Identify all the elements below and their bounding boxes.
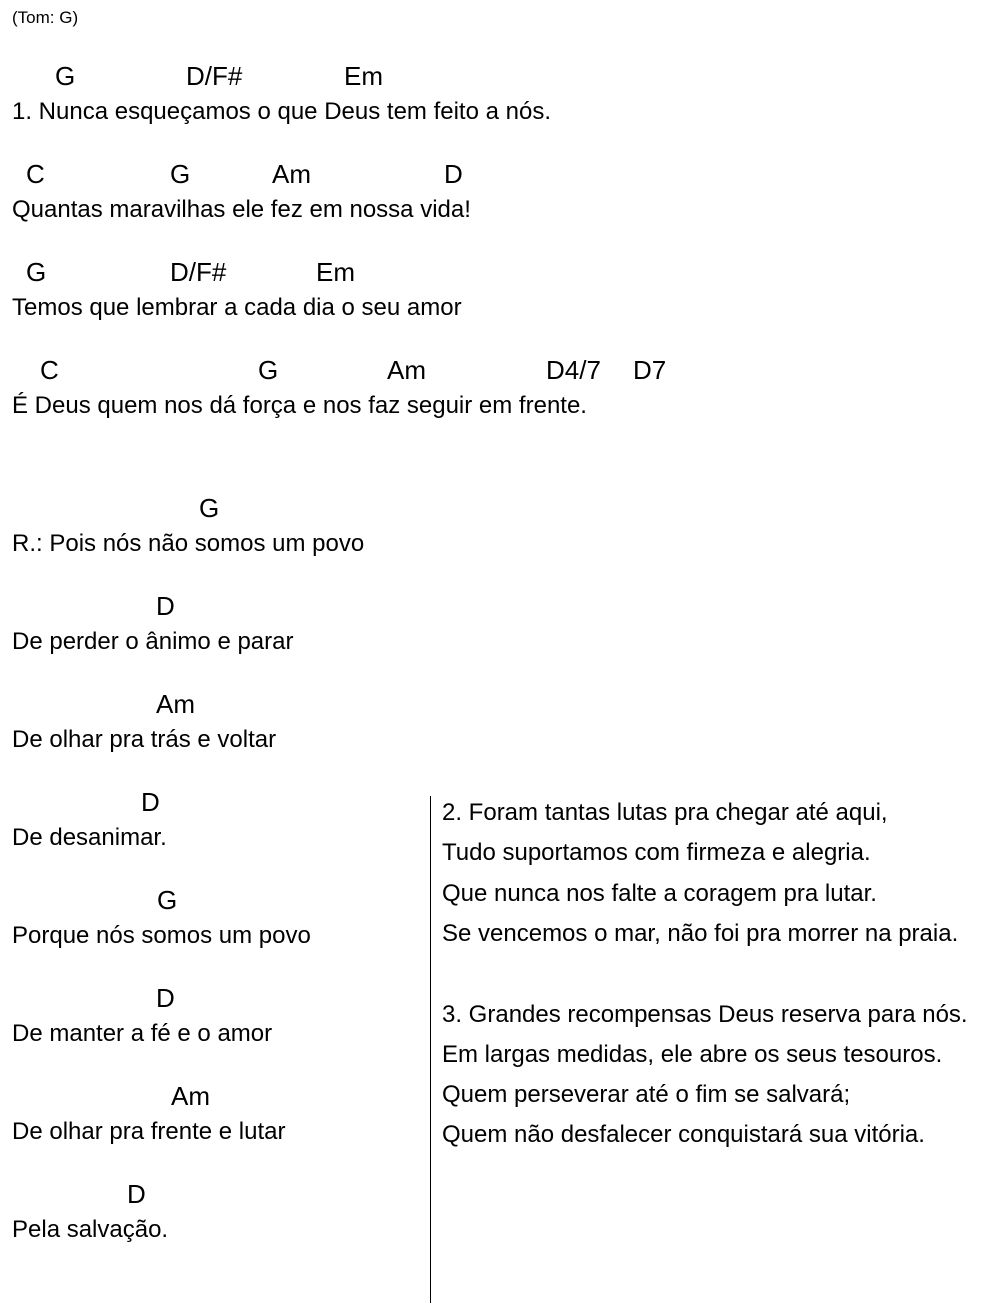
chord: G [55, 61, 76, 91]
chord: D/F# [186, 61, 243, 91]
chord: G [26, 257, 47, 287]
verse-2-line: Tudo suportamos com firmeza e alegria. [442, 839, 871, 866]
lyric-line: De desanimar. [12, 824, 167, 851]
chord: Em [344, 61, 383, 91]
verse-3-line: Quem não desfalecer conquistará sua vitória. [442, 1121, 925, 1148]
lyric-line: 1. Nunca esqueçamos o que Deus tem feito a nós. [12, 98, 551, 125]
chord: D4/7 [546, 355, 601, 385]
song-key: (Tom: G) [12, 8, 79, 27]
chord: Am [171, 1081, 210, 1111]
lyric-line: Pela salvação. [12, 1216, 169, 1243]
verse-3-line: Em largas medidas, ele abre os seus tesouros. [442, 1041, 943, 1068]
chord: Am [272, 159, 311, 189]
chord: C [40, 355, 59, 385]
verse-3-line: 3. Grandes recompensas Deus reserva para nós. [442, 1001, 968, 1028]
verse-2-line: Se vencemos o mar, não foi pra morrer na praia. [442, 920, 959, 947]
verse-2-line: 2. Foram tantas lutas pra chegar até aqui, [442, 799, 888, 826]
chord: D7 [633, 355, 667, 385]
chord: D [156, 983, 175, 1013]
chord: D [141, 787, 160, 817]
lyric-line: R.: Pois nós não somos um povo [12, 530, 365, 557]
chord: G [157, 885, 178, 915]
chord: G [258, 355, 279, 385]
lyric-line: Temos que lembrar a cada dia o seu amor [12, 294, 462, 321]
lyric-line: Porque nós somos um povo [12, 922, 311, 949]
verse-3-line: Quem perseverar até o fim se salvará; [442, 1081, 851, 1108]
chord: G [199, 493, 220, 523]
chord: Am [387, 355, 426, 385]
lyric-line: Quantas maravilhas ele fez em nossa vida! [12, 196, 471, 223]
column-divider [430, 796, 431, 1303]
lyric-line: De perder o ânimo e parar [12, 628, 294, 655]
chord: D [444, 159, 463, 189]
chord: C [26, 159, 45, 189]
chord: Em [316, 257, 355, 287]
chord: D/F# [170, 257, 227, 287]
lyric-line: De olhar pra frente e lutar [12, 1118, 286, 1145]
lyric-line: É Deus quem nos dá força e nos faz seguir em frente. [12, 392, 587, 419]
chord: G [170, 159, 191, 189]
chord: D [127, 1179, 146, 1209]
verse-2-line: Que nunca nos falte a coragem pra lutar. [442, 880, 877, 907]
chord: Am [156, 689, 195, 719]
lyric-line: De olhar pra trás e voltar [12, 726, 277, 753]
chord: D [156, 591, 175, 621]
lyric-line: De manter a fé e o amor [12, 1020, 273, 1047]
